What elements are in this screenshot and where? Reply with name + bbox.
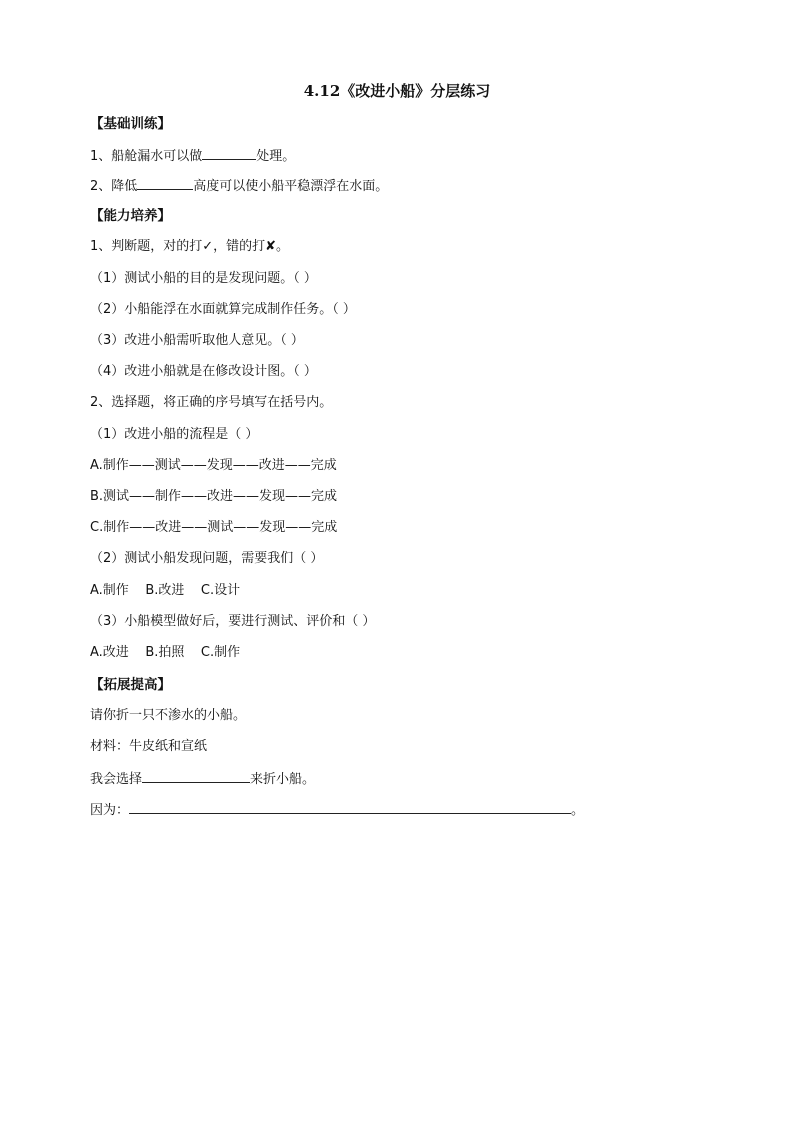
choice-option-a: A.制作——测试——发现——改进——完成 [90, 458, 337, 473]
extension-task: 请你折一只不渗水的小船。 [90, 708, 247, 723]
choice-instruction: 2、选择题，将正确的序号填写在括号内。 [90, 395, 333, 410]
judge-item-1[interactable]: （1）测试小船的目的是发现问题。（ ） [90, 271, 317, 286]
judge-item-2[interactable]: （2）小船能浮在水面就算完成制作任务。（ ） [90, 302, 356, 317]
answer-blank[interactable] [202, 145, 256, 160]
question-text: 处理。 [256, 149, 296, 164]
judge-instruction: 1、判断题，对的打✓，错的打✘。 [90, 239, 290, 254]
question-text: 来折小船。 [250, 772, 316, 787]
choice-question-2[interactable]: （2）测试小船发现问题，需要我们（ ） [90, 551, 324, 566]
section-heading-extension: 【拓展提高】 [90, 677, 171, 693]
answer-blank[interactable] [142, 768, 250, 783]
basic-question-2 [90, 175, 388, 197]
section-heading-basic: 【基础训练】 [90, 116, 171, 132]
extension-materials: 材料：牛皮纸和宣纸 [90, 739, 208, 754]
basic-question-1 [90, 145, 295, 167]
judge-item-4[interactable]: （4）改进小船就是在修改设计图。（ ） [90, 364, 317, 379]
question-text: 高度可以使小船平稳漂浮在水面。 [193, 179, 389, 194]
choice-question-1[interactable]: （1）改进小船的流程是（ ） [90, 427, 259, 442]
choice-option-c: C.制作——改进——测试——发现——完成 [90, 520, 338, 535]
choice-option-b: B.测试——制作——改进——发现——完成 [90, 489, 338, 504]
answer-blank[interactable] [129, 799, 571, 814]
choice-question-3[interactable]: （3）小船模型做好后，要进行测试、评价和（ ） [90, 614, 376, 629]
question-text: 我会选择 [90, 772, 143, 787]
judge-item-3[interactable]: （3）改进小船需听取他人意见。（ ） [90, 333, 304, 348]
choice-options-3: A.改进 B.拍照 C.制作 [90, 645, 241, 660]
answer-blank[interactable] [137, 175, 193, 190]
question-text: 1、船舱漏水可以做 [90, 149, 203, 164]
question-text: 。 [571, 803, 585, 818]
question-text: 因为： [90, 803, 130, 818]
extension-reason [90, 799, 584, 821]
section-heading-ability: 【能力培养】 [90, 208, 171, 224]
page-title: 4.12《改进小船》分层练习 [303, 82, 491, 100]
extension-choice [90, 768, 315, 790]
choice-options-2: A.制作 B.改进 C.设计 [90, 583, 241, 598]
question-text: 2、降低 [90, 179, 138, 194]
